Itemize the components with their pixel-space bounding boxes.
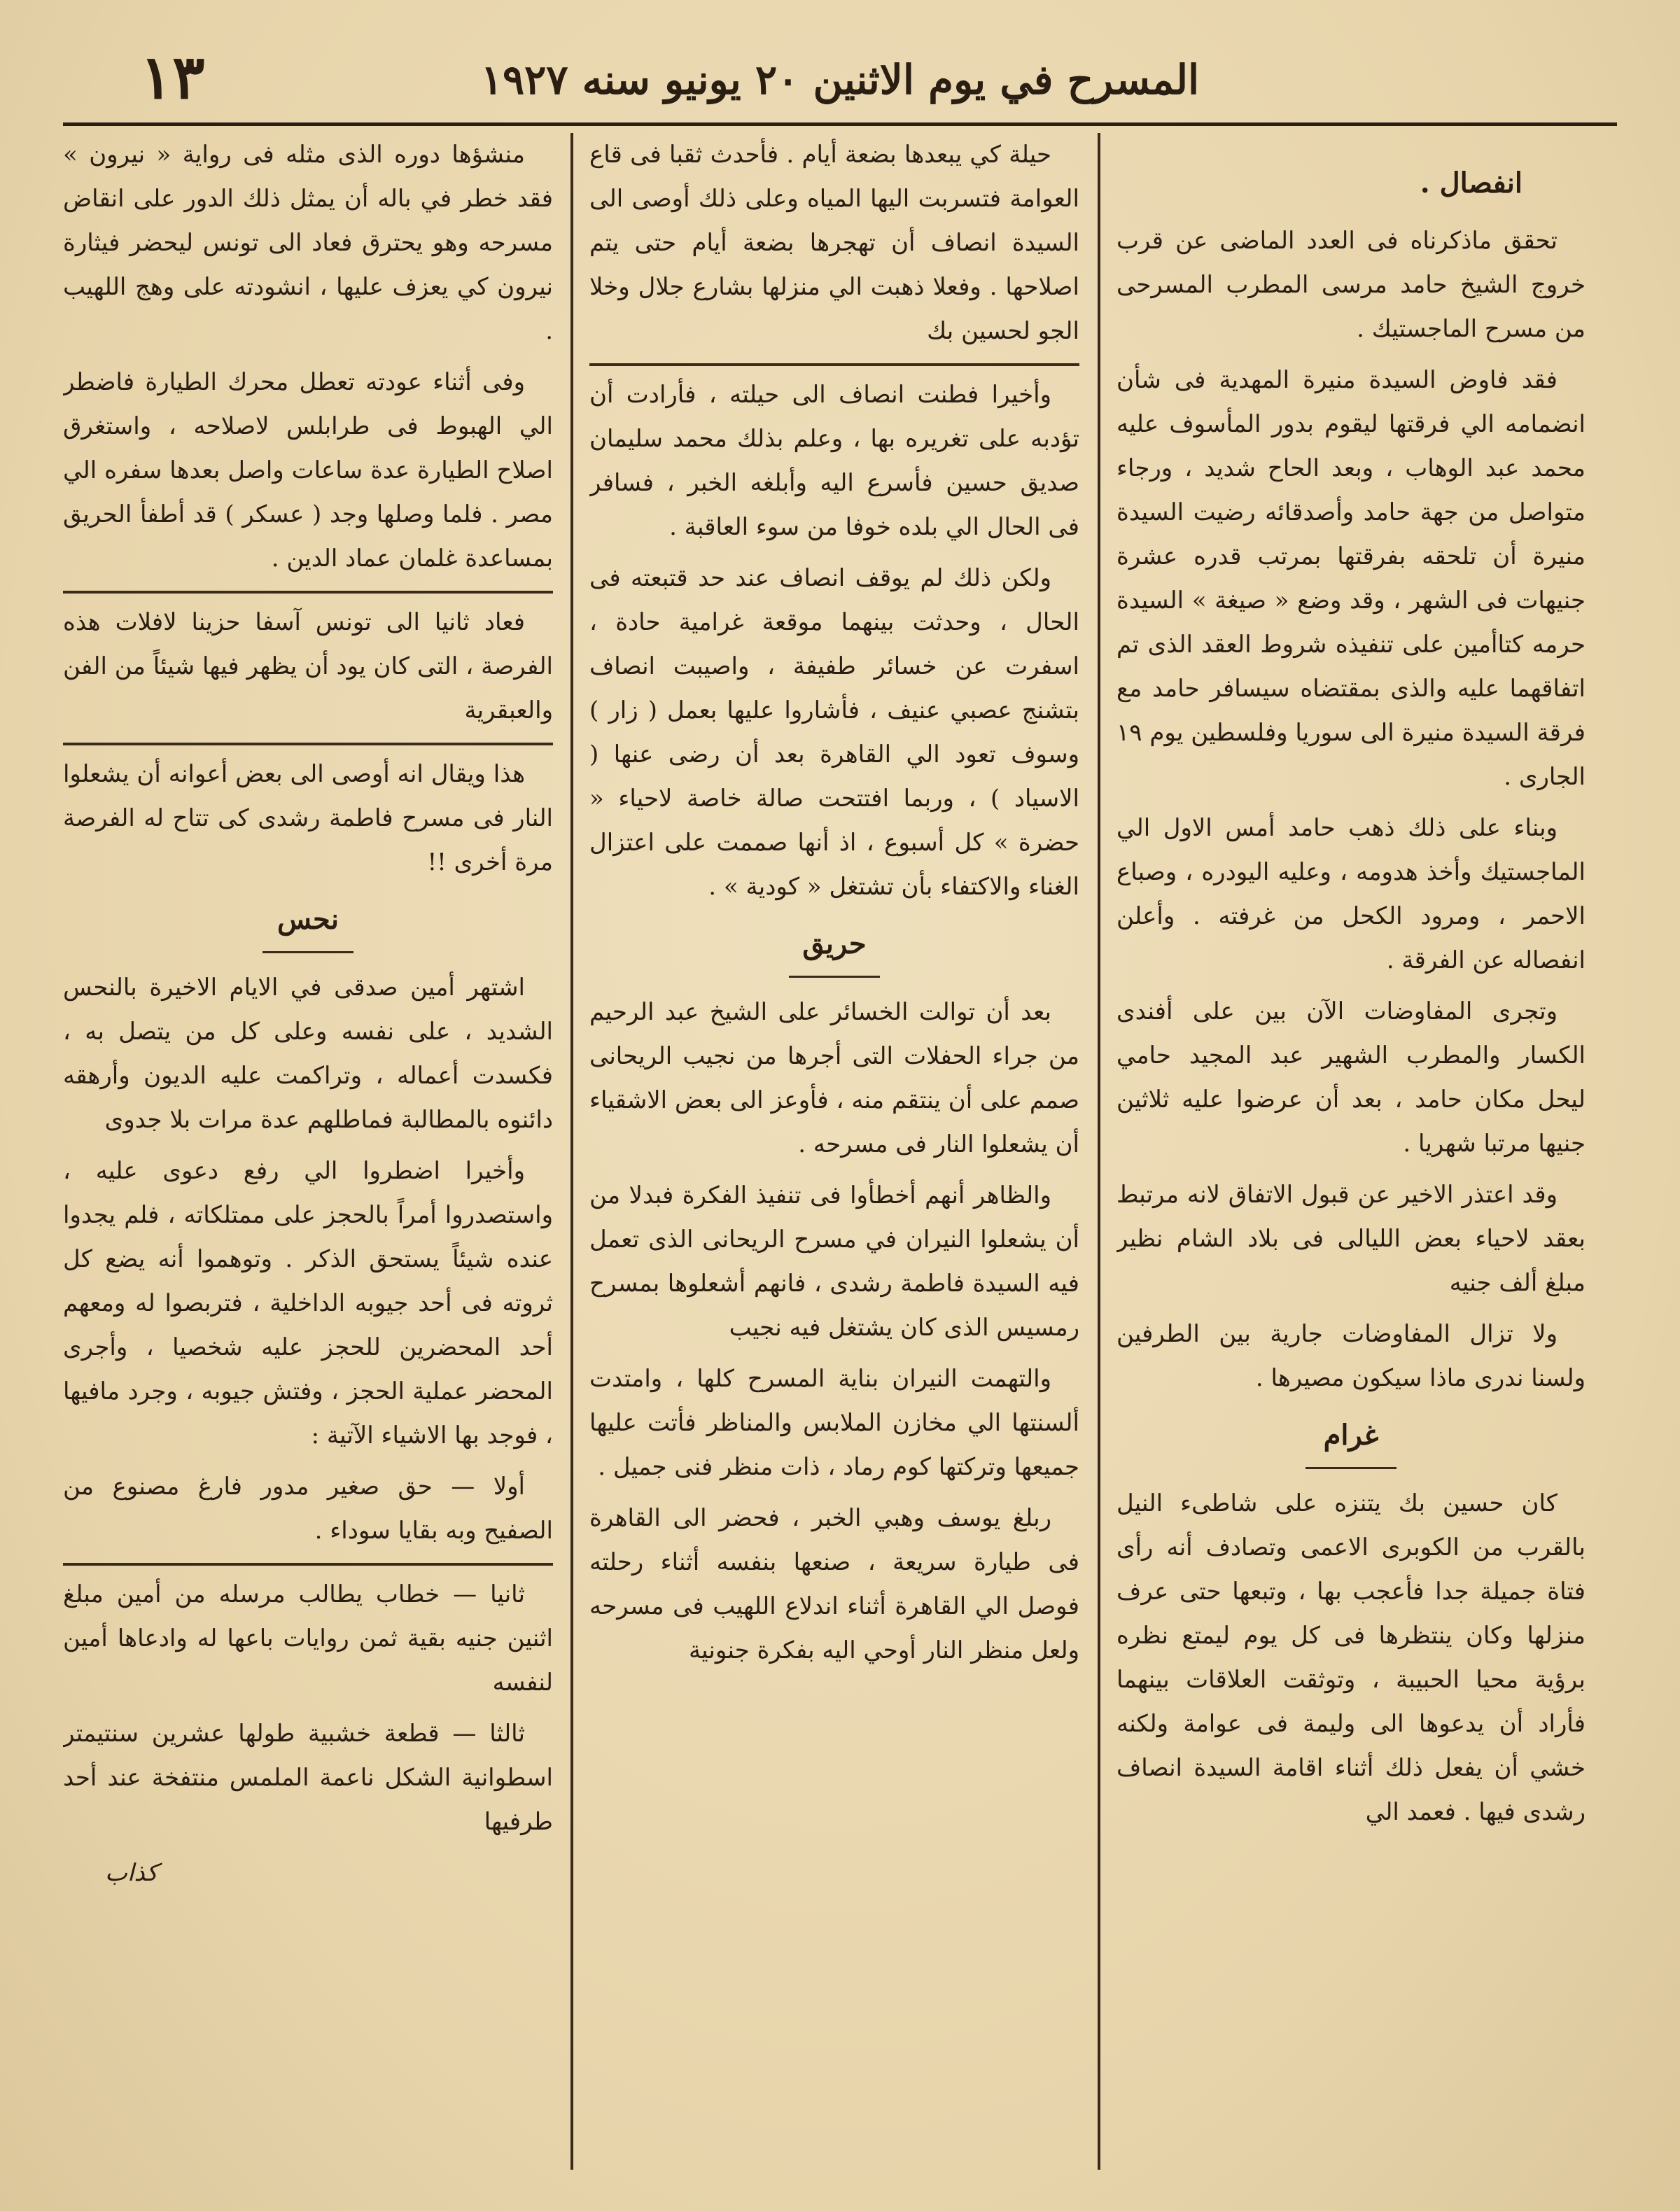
article-paragraph: هذا ويقال انه أوصى الى بعض أعوانه أن يشعلوا النار فى مسرح فاطمة رشدى كى تتاح له الفرصة مرة أخرى !!: [63, 760, 553, 876]
page-number: ١٣: [140, 42, 205, 113]
article-paragraph: ولا تزال المفاوضات جارية بين الطرفين ولسنا ندرى ماذا سيكون مصيرها .: [1116, 1320, 1586, 1392]
header-divider: [63, 122, 1617, 126]
article-paragraph: ولكن ذلك لم يوقف انصاف عند حد قتبعته فى الحال ، وحدثت بينهما موقعة غرامية حادة ، اسفرت عن خسائر طفيفة ، واصيبت انصاف بتشنج عصبي عنيف ، فأشاروا عليها بعمل ( زار ) وسوف تعود الي القاهرة بعد أن رضى عنها ( الاسياد ) ، وربما افتتحت صالة خاصة لاحياء « حضرة » كل أسبوع ، اذ أنها صممت على اعتزال الغناء والاكتفاء بأن تشتغل « كودية » .: [589, 564, 1079, 901]
paragraph-divider: [63, 743, 553, 745]
article-paragraph: ثالثا — قطعة خشبية طولها عشرين سنتيمتر اسطوانية الشكل ناعمة الملمس منتفخة عند أحد طرفيها: [63, 1720, 553, 1836]
article-paragraph: تحقق ماذكرناه فى العدد الماضى عن قرب خروج الشيخ حامد مرسى المطرب المسرحى من مسرح الماجستيك .: [1116, 227, 1586, 343]
article-paragraph: والظاهر أنهم أخطأوا فى تنفيذ الفكرة فبدلا من أن يشعلوا النيران في مسرح الريحانى الذى تعمل فيه السيدة فاطمة رشدى ، فانهم أشعلوها بمسرح رمسيس الذى كان يشتغل فيه نجيب: [589, 1181, 1079, 1342]
article-paragraph: وأخيرا اضطروا الي رفع دعوى عليه ، واستصدروا أمراً بالحجز على ممتلكاته ، فلم يجدوا عنده شيئاً يستحق الذكر . وتوهموا أنه يضع كل ثروته فى أحد جيوبه الداخلية ، فتربصوا له ومعهم أحد المحضرين للحجز عليه شخصيا ، وأجرى المحضر عملية الحجز ، وفتش جيوبه ، وجرد مافيها ، فوجد بها الاشياء الآتية :: [63, 1157, 553, 1450]
article-paragraph: فقد فاوض السيدة منيرة المهدية فى شأن انضمامه الي فرقتها ليقوم بدور المأسوف عليه محمد عبد الوهاب ، وبعد الحاح شديد ، ورجاء متواصل من جهة حامد وأصدقائه رضيت السيدة منيرة أن تلحقه بفرقتها بمرتب قدره عشرة جنيهات فى الشهر ، وقد وضع « صيغة » السيدة حرمه كتاأمين على تنفيذه شروط العقد الذى تم اتفاقهما عليه والذى بمقتضاه سيسافر حامد مع فرقة السيدة منيرة الى سوريا وفلسطين يوم ١٩ الجارى .: [1116, 366, 1586, 791]
title-underline: [1306, 1467, 1396, 1469]
paragraph-divider: [63, 1563, 553, 1566]
article-paragraph: وأخيرا فطنت انصاف الى حيلته ، فأرادت أن تؤدبه على تغريره بها ، وعلم بذلك محمد سليمان صديق حسين فأسرع اليه وأبلغه الخبر ، فسافر فى الحال الي بلده خوفا من سوء العاقبة .: [589, 381, 1079, 541]
article-paragraph: وتجرى المفاوضات الآن بين على أفندى الكسار والمطرب الشهير عبد المجيد حامي ليحل مكان حامد ، بعد أن عرضوا عليه ثلاثين جنيها مرتبا شهريا .: [1116, 997, 1586, 1158]
right-column: [1116, 133, 1586, 2184]
column-divider-right: [1098, 133, 1100, 2170]
article-paragraph: كان حسين بك يتنزه على شاطىء النيل بالقرب من الكوبرى الاعمى وتصادف أنه رأى فتاة جميلة جدا فأعجب بها ، وتبعها حتى عرف منزلها وكان ينتظرها فى كل يوم ليمتع نظره برؤية محيا الحبيبة ، وتوثقت العلاقات بينهما فأراد أن يدعوها الى وليمة فى عوامة ولكنه خشي أن يفعل ذلك أثناء اقامة السيدة انصاف رشدى فيها . فعمد الي: [1116, 1489, 1586, 1826]
paragraph-divider: [63, 591, 553, 594]
article-paragraph: وفى أثناء عودته تعطل محرك الطيارة فاضطر الي الهبوط فى طرابلس لاصلاحه ، واستغرق اصلاح الطيارة عدة ساعات واصل بعدها سفره الي مصر . فلما وصلها وجد ( عسكر ) قد أطفأ الحريق بمساعدة غلمان عماد الدين .: [63, 368, 553, 573]
article-paragraph: والتهمت النيران بناية المسرح كلها ، وامتدت ألسنتها الي مخازن الملابس والمناظر فأتت عليها جميعها وتركتها كوم رماد ، ذات منظر فنى جميل .: [589, 1365, 1079, 1481]
article-paragraph: وقد اعتذر الاخير عن قبول الاتفاق لانه مرتبط بعقد لاحياء بعض الليالى فى بلاد الشام نظير مبلغ ألف جنيه: [1116, 1181, 1586, 1297]
column-divider-left: [570, 133, 573, 2170]
article-title-romance: غرام: [1323, 1419, 1379, 1452]
middle-column: [589, 133, 1079, 2184]
article-paragraph: منشؤها دوره الذى مثله فى رواية « نيرون » فقد خطر في باله أن يمثل ذلك الدور على انقاض مسرحه وهو يحترق فعاد الى تونس ليحضر فيثارة نيرون كي يعزف عليها ، انشودته على وهج اللهيب .: [63, 141, 553, 345]
title-underline: [262, 951, 354, 953]
title-underline: [789, 976, 880, 978]
article-paragraph: بعد أن توالت الخسائر على الشيخ عبد الرحيم من جراء الحفلات التى أجرها من نجيب الريحانى صمم على أن ينتقم منه ، فأوعز الى بعض الاشقياء أن يشعلوا النار فى مسرحه .: [589, 998, 1079, 1158]
article-title-bad-luck: نحس: [277, 903, 339, 936]
article-paragraph: فعاد ثانيا الى تونس آسفا حزينا لافلات هذه الفرصة ، التى كان يود أن يظهر فيها شيئاً من الفن والعبقرية: [63, 608, 553, 724]
author-signature: كذاب: [105, 1859, 158, 1887]
article-title-fire: حريق: [802, 927, 867, 960]
article-paragraph: اشتهر أمين صدقى في الايام الاخيرة بالنحس الشديد ، على نفسه وعلى كل من يتصل به ، فكسدت أعماله ، وتراكمت عليه الديون وأرهقه دائنوه بالمطالبة فماطلهم عدة مرات بلا جدوى: [63, 974, 553, 1134]
page-title: المسرح في يوم الاثنين ٢٠ يونيو سنه ١٩٢٧: [480, 56, 1200, 104]
article-paragraph: وبناء على ذلك ذهب حامد أمس الاول الي الماجستيك وأخذ هدومه ، وعليه اليودره ، وصباع الاحمر ، ومرود الكحل من غرفته . وأعلن انفصاله عن الفرقة .: [1116, 814, 1586, 974]
article-paragraph: حيلة كي يبعدها بضعة أيام . فأحدث ثقبا فى قاع العوامة فتسربت اليها المياه وعلى ذلك أوصى الى السيدة انصاف أن تهجرها بضعة أيام حتى يتم اصلاحها . وفعلا ذهبت الي منزلها بشارع جلال وخلا الجو لحسين بك: [589, 141, 1079, 345]
article-paragraph: ثانيا — خطاب يطالب مرسله من أمين مبلغ اثنين جنيه بقية ثمن روايات باعها له وادعاها أمين لنفسه: [63, 1580, 553, 1697]
article-paragraph: ربلغ يوسف وهبي الخبر ، فحضر الى القاهرة فى طيارة سريعة ، صنعها بنفسه أثناء رحلته فوصل الي القاهرة أثناء اندلاع اللهيب فى مسرحه ولعل منظر النار أوحي اليه بفكرة جنونية: [589, 1504, 1079, 1664]
page-header: [56, 42, 1624, 119]
paragraph-divider: [589, 363, 1079, 366]
left-column: [63, 133, 553, 2184]
article-paragraph: أولا — حق صغير مدور فارغ مصنوع من الصفيح وبه بقايا سوداء .: [63, 1473, 553, 1545]
article-title-separation: انفصال .: [1420, 167, 1522, 199]
